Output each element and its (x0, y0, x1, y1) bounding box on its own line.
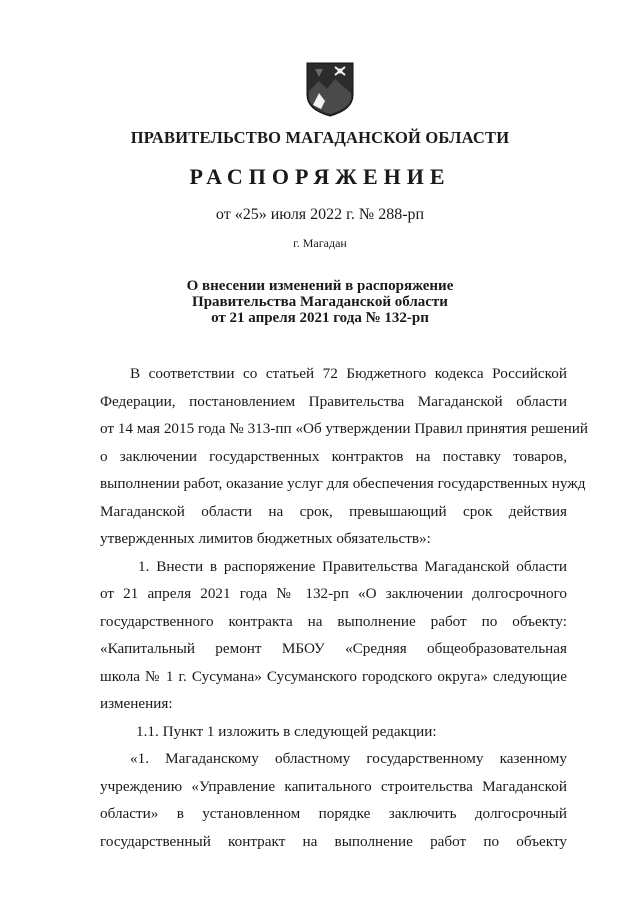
document-subject (0, 278, 640, 326)
body-line: утвержденных лимитов бюджетных обязательств»: (100, 530, 431, 547)
body-line: государственного контракта на выполнение работ по объекту: (100, 612, 567, 630)
body-line: от 21 апреля 2021 года № 132-рп «О заключении долгосрочного (100, 585, 567, 602)
body-line: о заключении государственных контрактов на поставку товаров, (100, 447, 567, 465)
body-line: изменения: (100, 695, 173, 712)
document-body (100, 360, 588, 855)
body-line: области» в установленном порядке заключить долгосрочный (100, 805, 567, 822)
body-line: «Капитальный ремонт МБОУ «Средняя общеобразовательная (100, 640, 567, 657)
document-date-number: от «25» июля 2022 г. № 288-рп (215, 206, 425, 223)
body-line: 1. Внести в распоряжение Правительства Магаданской области (138, 557, 567, 575)
body-line: школа № 1 г. Сусумана» Сусуманского городского округа» следующие (100, 667, 567, 685)
body-line: В соответствии со статьей 72 Бюджетного кодекса Российской (130, 365, 567, 382)
body-line: выполнении работ, оказание услуг для обеспечения государственных нужд (100, 475, 586, 492)
subject-line: Правительства Магаданской области (192, 294, 448, 310)
body-line: государственный контракт на выполнение работ по объекту (100, 832, 567, 850)
subject-line: О внесении изменений в распоряжение (186, 278, 454, 294)
document-type: РАСПОРЯЖЕНИЕ (189, 164, 451, 189)
document-city: г. Магадан (293, 236, 347, 250)
subject-line: от 21 апреля 2021 года № 132-рп (211, 310, 429, 326)
body-line: учреждению «Управление капитального строительства Магаданской (100, 777, 567, 795)
body-line: «1. Магаданскому областному государственному казенному (130, 750, 567, 767)
body-line: от 14 мая 2015 года № 313-пп «Об утверждении Правил принятия решений (100, 420, 588, 437)
government-title: ПРАВИТЕЛЬСТВО МАГАДАНСКОЙ ОБЛАСТИ (130, 128, 510, 147)
body-line: Магаданской области на срок, превышающий срок действия (100, 502, 567, 520)
body-line: Федерации, постановлением Правительства Магаданской области (100, 392, 567, 410)
body-line: 1.1. Пункт 1 изложить в следующей редакции: (136, 722, 437, 740)
magadan-coat-of-arms-icon (305, 61, 355, 117)
